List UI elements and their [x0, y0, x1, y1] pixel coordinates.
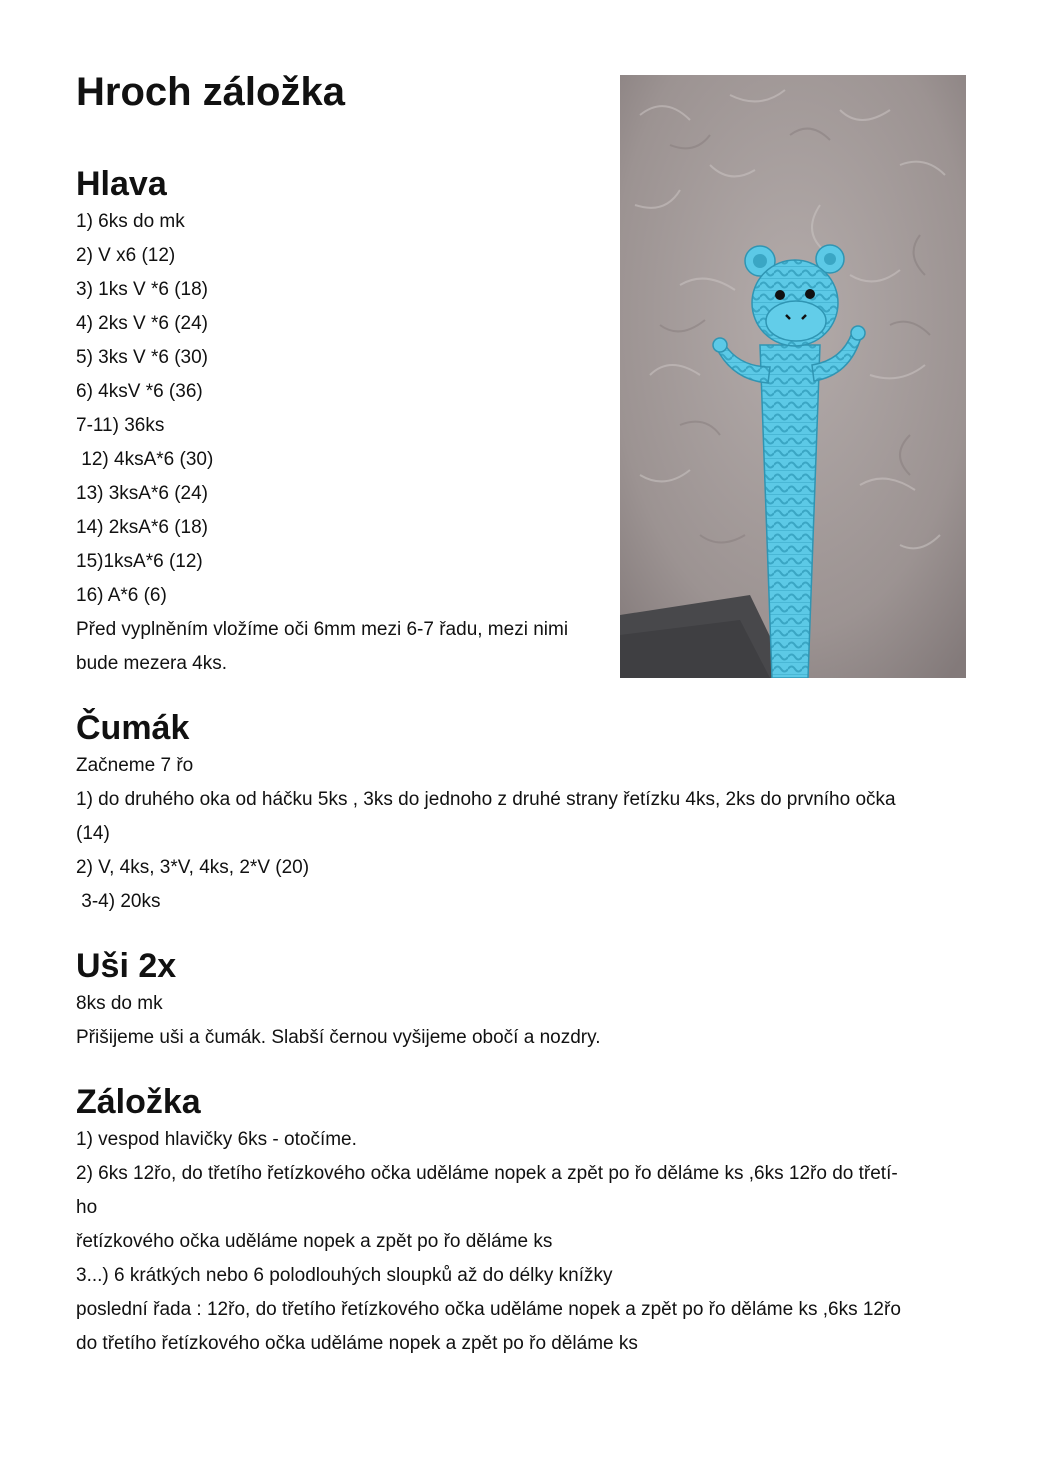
section-heading-usi: Uši 2x — [76, 947, 177, 985]
instruction-line: 5) 3ks V *6 (30) — [76, 347, 208, 368]
section-heading-zalozka: Záložka — [76, 1083, 201, 1121]
instruction-line: do třetího řetízkového očka uděláme nopek a zpět po řo děláme ks — [76, 1333, 638, 1354]
instruction-line: 2) V, 4ks, 3*V, 4ks, 2*V (20) — [76, 857, 310, 878]
instruction-line: 13) 3ksA*6 (24) — [76, 483, 209, 504]
instruction-line: 4) 2ks V *6 (24) — [76, 313, 208, 334]
instruction-line: 16) A*6 (6) — [76, 585, 167, 606]
instruction-line: 1) vespod hlavičky 6ks - otočíme. — [76, 1129, 357, 1150]
instruction-line: Před vyplněním vložíme oči 6mm mezi 6-7 řadu, mezi nimi — [76, 619, 569, 640]
page-title: Hroch záložka — [76, 70, 345, 114]
instruction-line: bude mezera 4ks. — [76, 653, 228, 674]
hippo-snout — [766, 301, 826, 341]
instruction-line: 3...) 6 krátkých nebo 6 polodlouhých sloupků až do délky knížky — [76, 1265, 613, 1286]
right-eye — [805, 289, 815, 299]
section-lines-zalozka — [76, 1123, 901, 1361]
instruction-line: Přišijeme uši a čumák. Slabší černou vyšijeme obočí a nozdry. — [76, 1027, 601, 1048]
section-heading-hlava: Hlava — [76, 165, 167, 203]
instruction-line: 15)1ksA*6 (12) — [76, 551, 203, 572]
instruction-line: 3) 1ks V *6 (18) — [76, 279, 208, 300]
instruction-line: (14) — [76, 823, 110, 844]
instruction-line: ho — [76, 1197, 98, 1218]
instruction-line: 2) V x6 (12) — [76, 245, 176, 266]
section-lines-cumak — [76, 749, 896, 919]
instruction-line: 14) 2ksA*6 (18) — [76, 517, 209, 538]
left-eye — [775, 290, 785, 300]
instruction-line: 1) 6ks do mk — [76, 211, 185, 232]
instruction-line: 8ks do mk — [76, 993, 163, 1014]
instruction-line: 3-4) 20ks — [76, 891, 161, 912]
section-heading-cumak: Čumák — [76, 709, 190, 747]
instruction-line: 1) do druhého oka od háčku 5ks , 3ks do jednoho z druhé strany řetízku 4ks, 2ks do prvního očka — [76, 789, 896, 810]
hippo-bookmark-photo — [620, 75, 966, 678]
instruction-line: poslední řada : 12řo, do třetího řetízkového očka uděláme nopek a zpět po řo děláme ks ,6ks 12řo — [76, 1299, 901, 1320]
instruction-line: řetízkového očka uděláme nopek a zpět po řo děláme ks — [76, 1231, 553, 1252]
section-lines-hlava — [76, 205, 568, 681]
instruction-line: 2) 6ks 12řo, do třetího řetízkového očka uděláme nopek a zpět po řo děláme ks ,6ks 12řo do třetí- — [76, 1163, 898, 1184]
instruction-line: 6) 4ksV *6 (36) — [76, 381, 203, 402]
instruction-line: 7-11) 36ks — [76, 415, 165, 436]
instruction-line: Začneme 7 řo — [76, 755, 194, 776]
section-lines-usi — [76, 987, 600, 1055]
instruction-line: 12) 4ksA*6 (30) — [76, 449, 214, 470]
